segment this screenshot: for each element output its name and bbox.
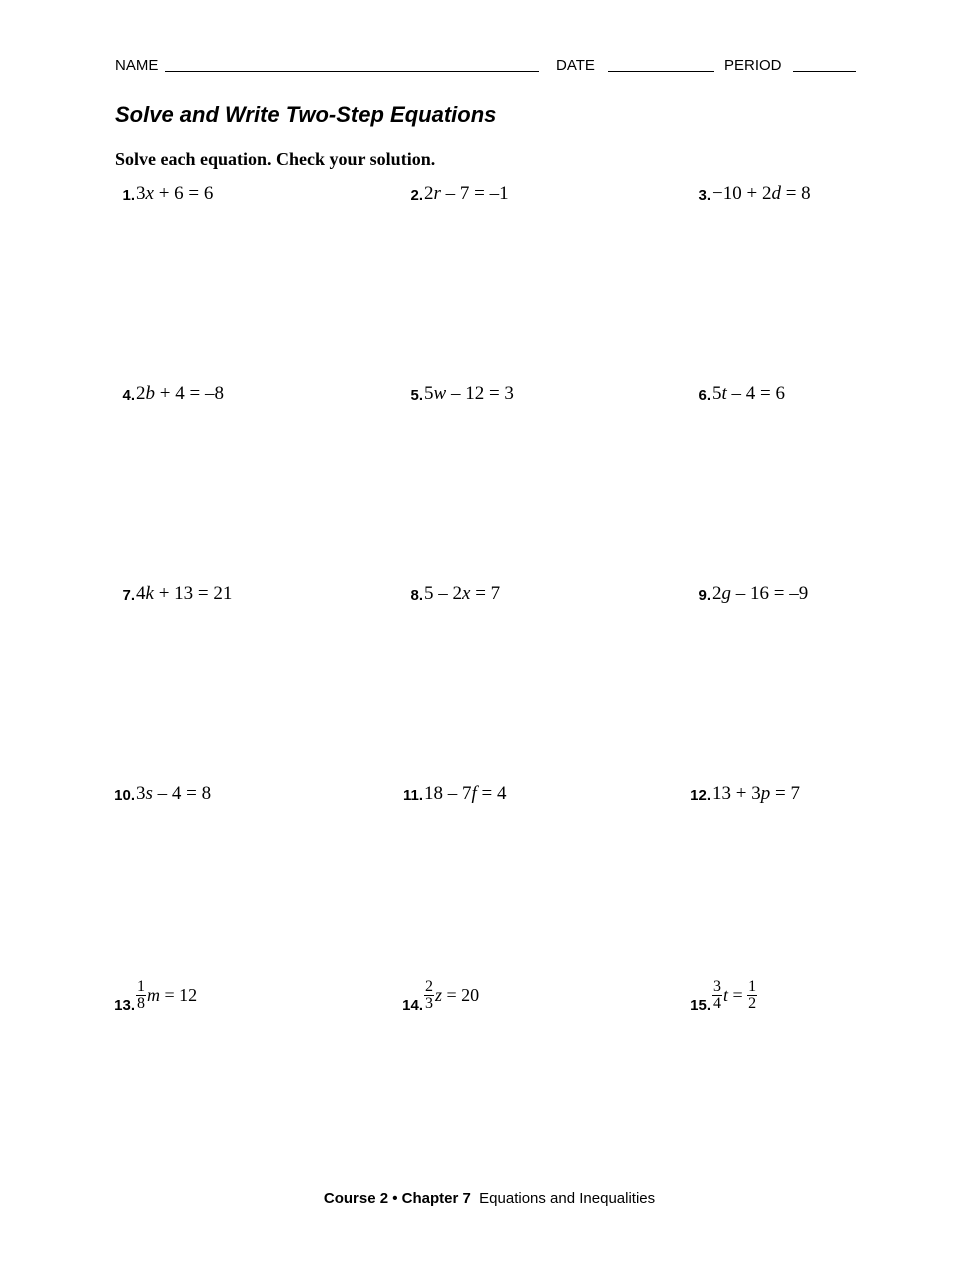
problem-number: 14. xyxy=(402,997,423,1014)
equation-rest: = 20 xyxy=(446,985,480,1005)
problem-equation: 2r – 7 = –1 xyxy=(424,183,509,204)
name-label: NAME xyxy=(115,57,159,74)
problem-equation xyxy=(136,979,197,1019)
period-field[interactable] xyxy=(793,57,856,72)
problem-number: 11. xyxy=(402,787,423,804)
problem-5 xyxy=(393,383,653,409)
instructions: Solve each equation. Check your solution. xyxy=(115,149,436,169)
fraction-denominator: 2 xyxy=(748,995,757,1012)
problem-number: 15. xyxy=(690,997,711,1014)
problem-1 xyxy=(105,183,365,209)
equation-rest: m = 12 xyxy=(147,985,198,1005)
equation-variable: z xyxy=(435,985,443,1005)
problem-number: 7. xyxy=(122,587,135,604)
problem-equation: 3x + 6 = 6 xyxy=(136,183,214,204)
fraction-denominator: 3 xyxy=(425,995,433,1012)
problem-3 xyxy=(681,183,941,209)
period-label: PERIOD xyxy=(724,57,782,74)
problem-7 xyxy=(105,583,365,609)
problem-number: 5. xyxy=(410,387,423,404)
problem-4 xyxy=(105,383,365,409)
fraction-numerator: 2 xyxy=(425,978,433,995)
problem-number: 4. xyxy=(122,387,135,404)
equation-variable: t xyxy=(723,985,729,1005)
problem-equation xyxy=(424,979,479,1019)
page-title: Solve and Write Two-Step Equations xyxy=(115,102,497,127)
fraction-denominator: 4 xyxy=(713,995,721,1012)
fraction-numerator: 3 xyxy=(713,978,721,995)
problem-number: 3. xyxy=(698,187,711,204)
footer-subject: Equations and Inequalities xyxy=(479,1190,656,1207)
date-field[interactable] xyxy=(608,57,714,72)
problem-15 xyxy=(681,978,941,1019)
problem-number: 2. xyxy=(410,187,423,204)
fraction xyxy=(747,979,757,1012)
problem-equation: 5 – 2x = 7 xyxy=(424,583,501,604)
problem-equation: 2g – 16 = –9 xyxy=(712,583,809,604)
problem-14 xyxy=(393,978,653,1019)
header-line xyxy=(115,57,860,77)
problem-number: 8. xyxy=(410,587,423,604)
problem-10 xyxy=(105,783,365,809)
problem-13 xyxy=(105,978,365,1019)
date-label: DATE xyxy=(556,57,595,74)
problem-number: 9. xyxy=(698,587,711,604)
problem-equation: 3s – 4 = 8 xyxy=(136,783,212,804)
footer xyxy=(0,1190,979,1207)
problem-number: 10. xyxy=(114,787,135,804)
problem-equation: −10 + 2d = 8 xyxy=(712,183,811,204)
fraction-denominator: 8 xyxy=(137,995,145,1012)
problem-number: 12. xyxy=(690,787,711,804)
name-field[interactable] xyxy=(165,57,539,72)
problem-equation: 18 – 7f = 4 xyxy=(424,783,507,804)
fraction xyxy=(136,979,146,1012)
problem-9 xyxy=(681,583,941,609)
fraction xyxy=(424,979,434,1012)
fraction xyxy=(712,979,722,1012)
problem-equation xyxy=(712,979,758,1019)
problem-number: 13. xyxy=(114,997,135,1014)
footer-course: Course 2 • Chapter 7 xyxy=(323,1190,471,1207)
problem-equation: 5w – 12 = 3 xyxy=(424,383,514,404)
problem-equation: 13 + 3p = 7 xyxy=(712,783,800,804)
problem-12 xyxy=(681,783,941,809)
equation-rest: = xyxy=(732,985,743,1005)
problem-number: 6. xyxy=(698,387,711,404)
problem-equation: 2b + 4 = –8 xyxy=(136,383,224,404)
problem-equation: 5t – 4 = 6 xyxy=(712,383,785,404)
problem-11 xyxy=(393,783,653,809)
problem-2 xyxy=(393,183,653,209)
fraction-numerator: 1 xyxy=(137,978,145,995)
problem-number: 1. xyxy=(122,187,135,204)
problem-8 xyxy=(393,583,653,609)
problem-6 xyxy=(681,383,941,409)
problem-equation: 4k + 13 = 21 xyxy=(136,583,233,604)
fraction-numerator: 1 xyxy=(748,978,757,995)
